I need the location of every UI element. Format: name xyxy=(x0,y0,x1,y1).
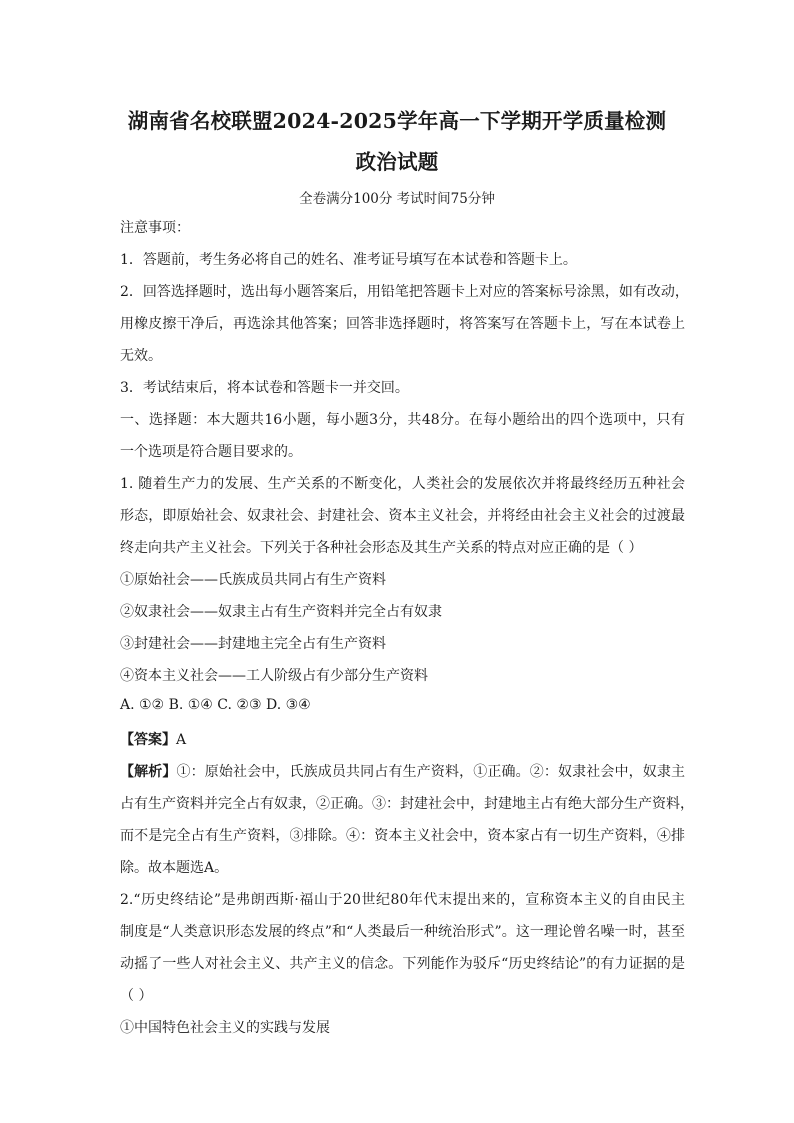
question-stem: 制度是“人类意识形态发展的终点”和“人类最后一种统治形式”。这一理论曾名噪一时，甚至 xyxy=(120,924,685,940)
analysis-line xyxy=(120,761,685,781)
question-option: ④资本主义社会——工人阶级占有少部分生产资料 xyxy=(120,668,428,684)
exam-subject: 政治试题 xyxy=(355,150,439,174)
section-heading: 一个选项是符合题目要求的。 xyxy=(120,444,302,460)
analysis-text: 而不是完全占有生产资料，③排除。④：资本主义社会中，资本家占有一切生产资料，④排 xyxy=(120,828,685,844)
question-option: ①中国特色社会主义的实践与发展 xyxy=(120,1020,330,1036)
exam-title: 湖南省名校联盟2024-2025学年高一下学期开学质量检测 xyxy=(127,109,667,133)
notice-line: 2．回答选择题时，选出每小题答案后，用铅笔把答题卡上对应的答案标号涂黑，如有改动， xyxy=(120,284,689,300)
notice-line: 用橡皮擦干净后，再选涂其他答案；回答非选择题时，将答案写在答题卡上，写在本试卷上 xyxy=(120,316,685,332)
answer-line xyxy=(120,729,685,749)
question-option: ③封建社会——封建地主完全占有生产资料 xyxy=(120,636,386,652)
notice-line: 3．考试结束后，将本试卷和答题卡一并交回。 xyxy=(120,380,409,396)
answer-value: A xyxy=(176,732,187,748)
notice-line: 1．答题前，考生务必将自己的姓名、准考证号填写在本试卷和答题卡上。 xyxy=(120,252,577,268)
question-stem: 1. 随着生产力的发展、生产关系的不断变化，人类社会的发展依次并将最终经历五种社会 xyxy=(120,476,685,492)
analysis-text: 占有生产资料并完全占有奴隶，②正确。③：封建社会中，封建地主占有绝大部分生产资料， xyxy=(120,796,694,812)
question-option: ①原始社会——氏族成员共同占有生产资料 xyxy=(120,572,386,588)
question-stem: 动摇了一些人对社会主义、共产主义的信念。下列能作为驳斥“历史终结论”的有力证据的是 xyxy=(120,956,685,972)
question-stem: 终走向共产主义社会。下列关于各种社会形态及其生产关系的特点对应正确的是（ ） xyxy=(120,540,643,556)
answer-label: 【答案】 xyxy=(120,732,176,748)
question-stem: 2.“历史终结论”是弗朗西斯·福山于20世纪80年代末提出来的，宣称资本主义的自由民主 xyxy=(120,892,685,908)
notice-line: 无效。 xyxy=(120,348,162,364)
analysis-label: 【解析】 xyxy=(120,764,177,780)
analysis-text: ①：原始社会中，氏族成员共同占有生产资料，①正确。②：奴隶社会中，奴隶主 xyxy=(176,764,686,780)
question-option: ②奴隶社会——奴隶主占有生产资料并完全占有奴隶 xyxy=(120,604,442,620)
notice-heading: 注意事项： xyxy=(120,220,190,236)
question-stem: 形态，即原始社会、奴隶社会、封建社会、资本主义社会，并将经由社会主义社会的过渡最 xyxy=(120,508,685,524)
analysis-text: 除。故本题选A。 xyxy=(120,860,229,876)
exam-meta: 全卷满分100分 考试时间75分钟 xyxy=(299,191,495,207)
answer-choices: A. ①② B. ①④ C. ②③ D. ③④ xyxy=(120,697,311,713)
section-heading: 一、选择题：本大题共16小题，每小题3分，共48分。在每小题给出的四个选项中，只有 xyxy=(120,412,685,428)
question-stem: （ ） xyxy=(120,988,153,1004)
